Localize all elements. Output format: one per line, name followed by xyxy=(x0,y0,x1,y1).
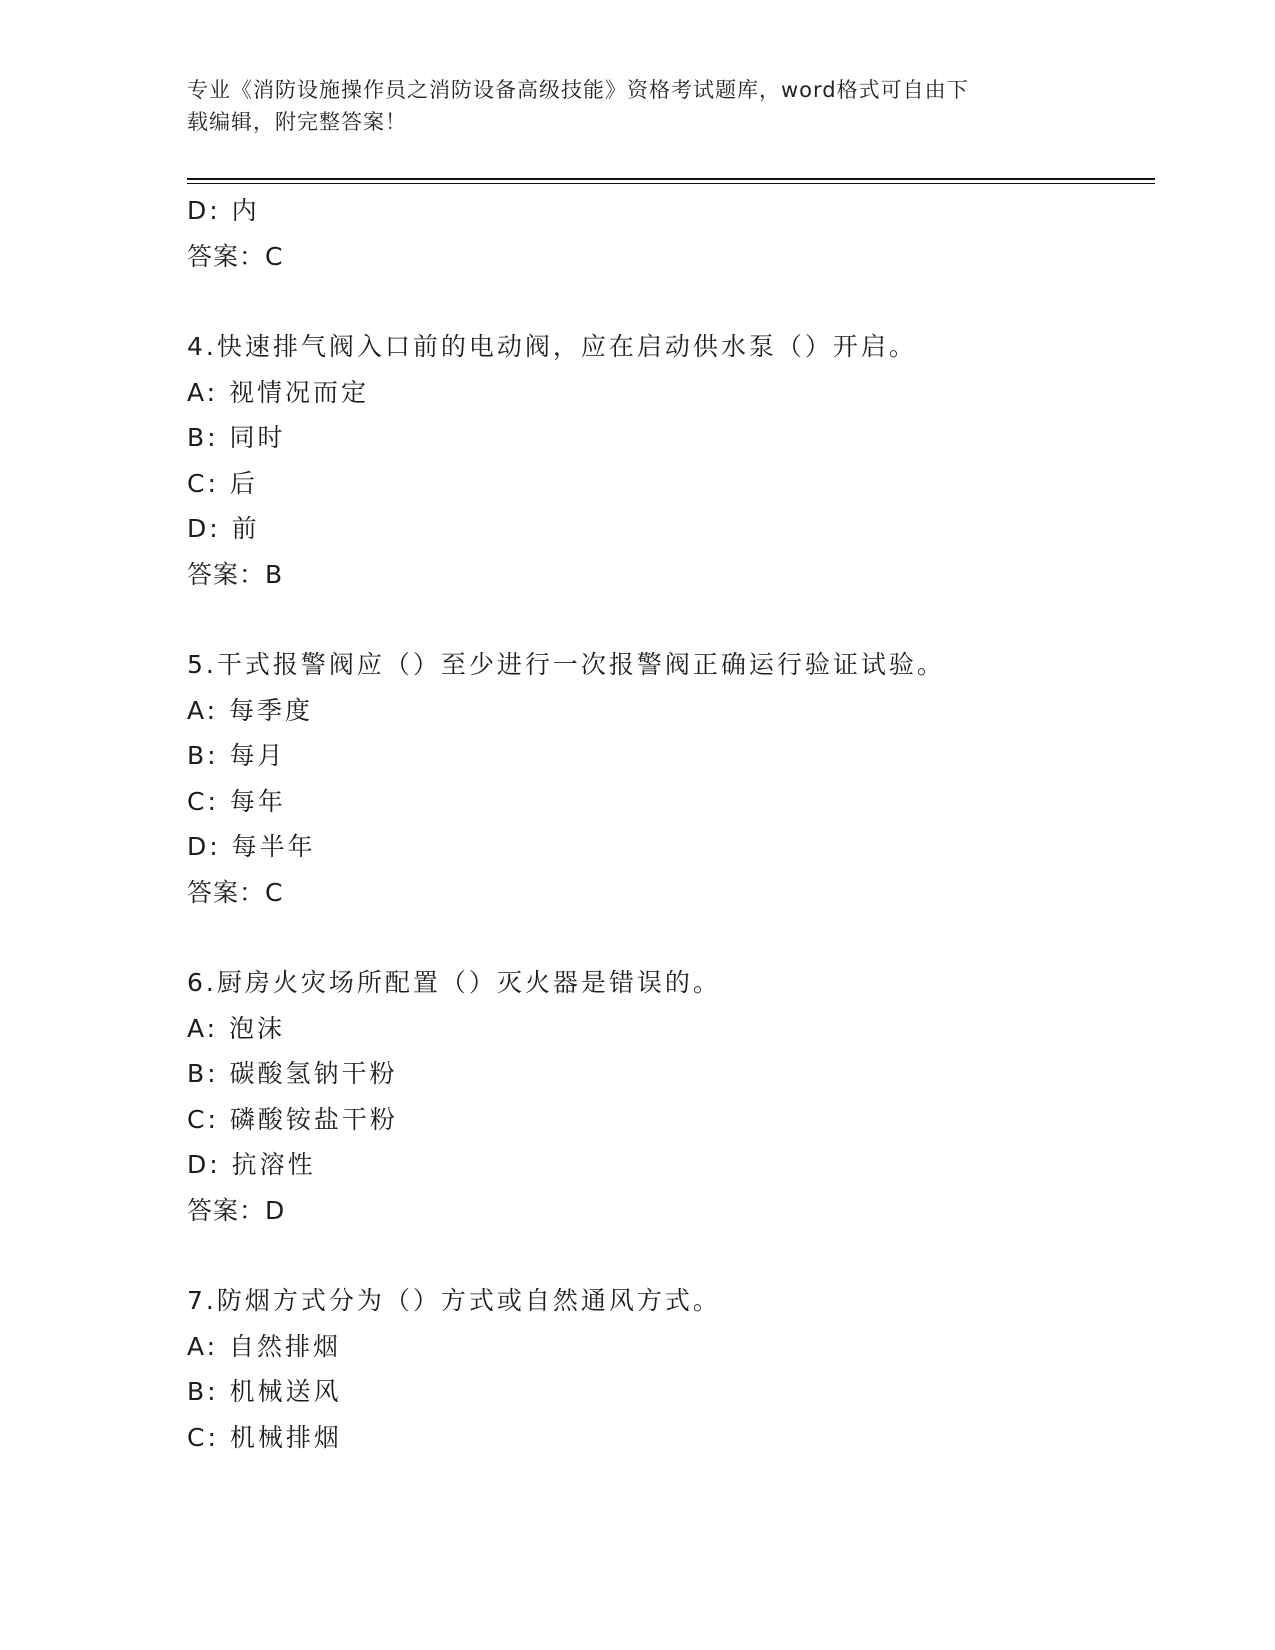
q5-question: 5.干式报警阀应（）至少进行一次报警阀正确运行验证试验。 xyxy=(187,650,945,679)
q6-option-a: A: 泡沫 xyxy=(187,1013,286,1043)
q4-option-b: B: 同时 xyxy=(187,423,286,452)
q5-answer: 答案：C xyxy=(187,877,284,907)
q5-option-a: A: 每季度 xyxy=(187,695,314,725)
q5-option-b: B: 每月 xyxy=(187,741,286,770)
q6-question: 6.厨房火灾场所配置（）灭火器是错误的。 xyxy=(187,968,721,997)
q6-option-b: B: 碳酸氢钠干粉 xyxy=(187,1059,398,1088)
q7-option-c: C: 机械排烟 xyxy=(187,1422,342,1452)
spacer xyxy=(187,1233,1155,1278)
q3-answer: 答案：C xyxy=(187,241,284,271)
q7-option-b: B: 机械送风 xyxy=(187,1377,342,1406)
q4-option-a: A: 视情况而定 xyxy=(187,377,370,407)
header-line-1: 专业《消防设施操作员之消防设备高级技能》资格考试题库，word格式可自由下 xyxy=(187,78,969,102)
q4-option-d: D: 前 xyxy=(187,514,260,543)
q4-option-c: C: 后 xyxy=(187,468,258,498)
document-header xyxy=(187,74,1087,138)
q4-answer: 答案：B xyxy=(187,559,284,589)
q5-option-d: D: 每半年 xyxy=(187,832,316,861)
spacer xyxy=(187,597,1155,642)
q4-question: 4.快速排气阀入口前的电动阀，应在启动供水泵（）开启。 xyxy=(187,332,917,361)
header-line-2: 载编辑，附完整答案！ xyxy=(187,110,407,134)
spacer xyxy=(187,915,1155,960)
header-rule-thick xyxy=(187,178,1155,180)
q3-option-d: D: 内 xyxy=(187,196,260,225)
q7-question: 7.防烟方式分为（）方式或自然通风方式。 xyxy=(187,1286,721,1315)
q7-option-a: A: 自然排烟 xyxy=(187,1331,342,1361)
question-list xyxy=(187,188,1155,1460)
header-rule-thin xyxy=(187,183,1155,184)
q6-option-d: D: 抗溶性 xyxy=(187,1150,316,1179)
q6-answer: 答案：D xyxy=(187,1195,286,1225)
q6-option-c: C: 磷酸铵盐干粉 xyxy=(187,1104,398,1134)
q5-option-c: C: 每年 xyxy=(187,786,286,816)
spacer xyxy=(187,279,1155,324)
